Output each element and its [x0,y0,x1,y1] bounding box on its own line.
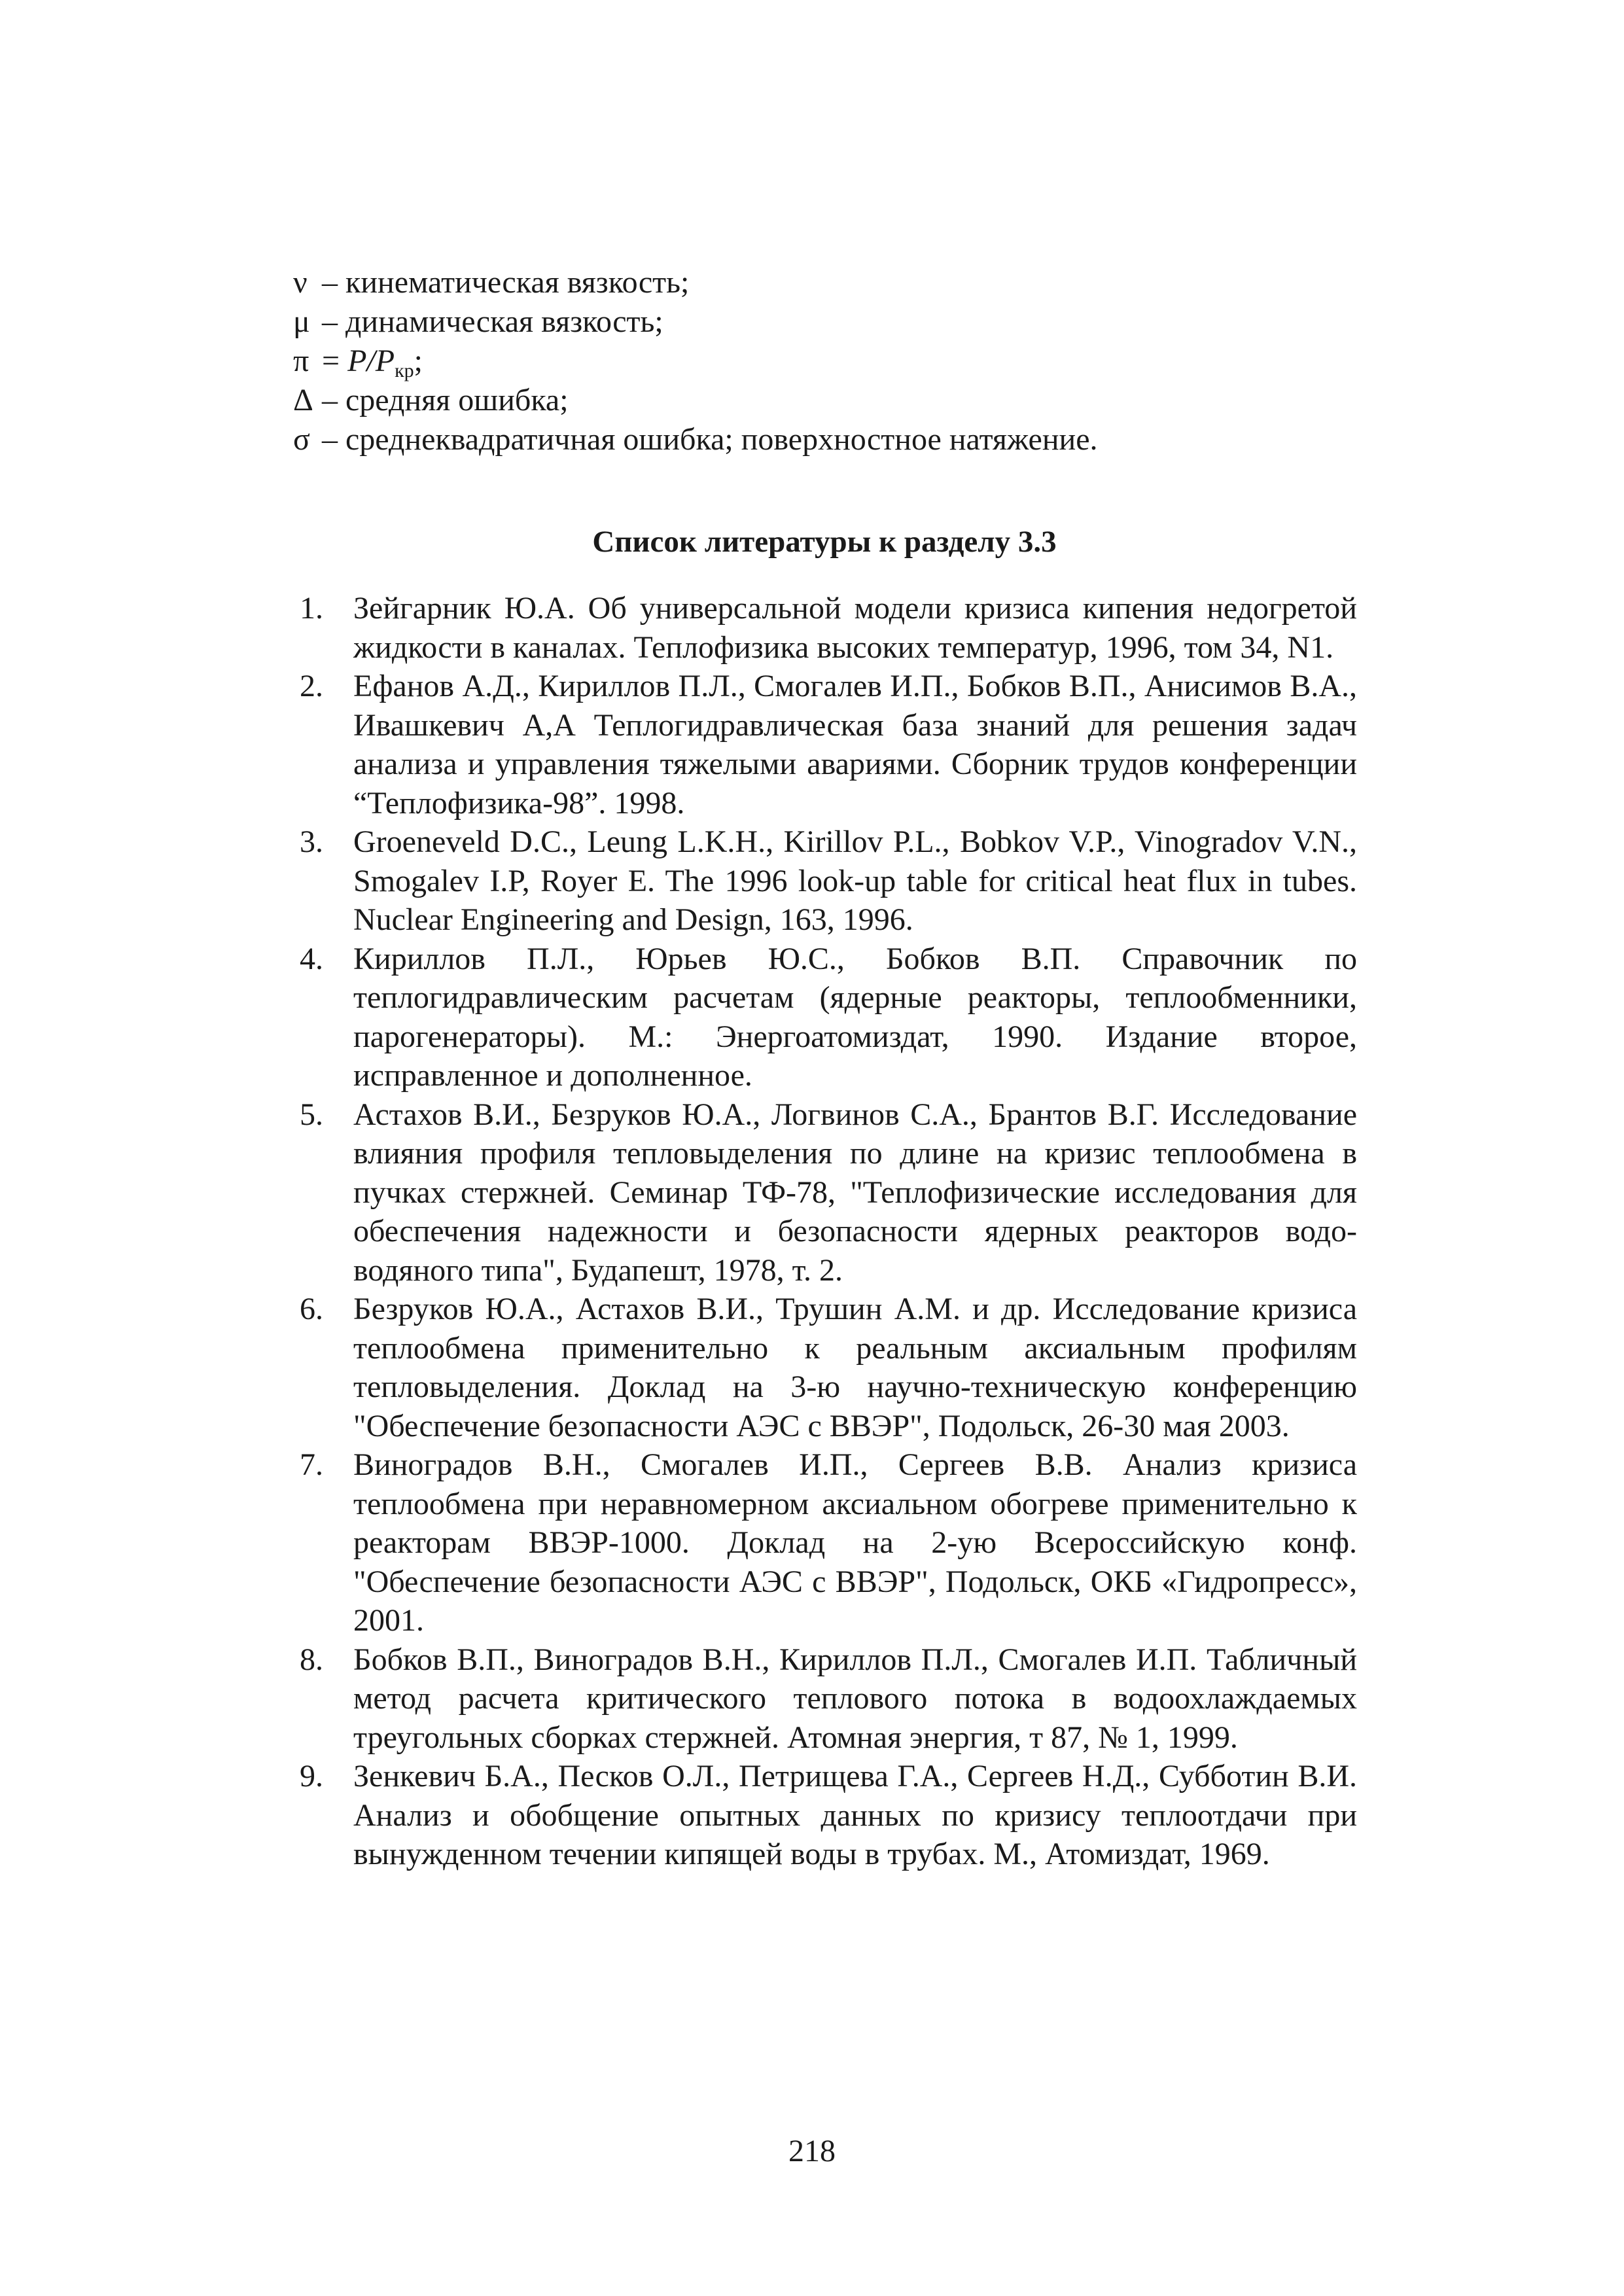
reference-number: 4. [300,941,323,976]
reference-text: Groeneveld D.C., Leung L.K.H., Kirillov P.L., Bobkov V.P., Vinogradov V.N., Smogalev I.P, Royer E. The 1996 look-up table for critical heat flux in tubes. Nuclear Engineering and Design, 163, 1996. [353,824,1357,937]
symbol-description: – динамическая вязкость; [322,304,663,339]
reference-number: 7. [300,1447,323,1482]
reference-number: 3. [300,824,323,859]
reference-item [293,940,1357,1095]
reference-text: Ефанов А.Д., Кириллов П.Л., Смогалев И.П., Бобков В.П., Анисимов В.А., Ивашкевич А,А Теплогидравлическая база знаний для решения задач анализа и управления тяжелыми авариями. Сборник трудов конференции “Теплофизика-98”. 1998. [353,669,1357,821]
reference-item [293,1095,1357,1290]
formula-end: ; [414,344,423,378]
reference-text: Виноградов В.Н., Смогалев И.П., Сергеев В.В. Анализ кризиса теплообмена при неравномерном аксиальном обогреве применительно к реакторам ВВЭР-1000. Доклад на 2-ую Всероссийскую конф. "Обеспечение безопасности АЭС с ВВЭР", Подольск, ОКБ «Гидропресс», 2001. [353,1447,1357,1638]
reference-text: Зейгарник Ю.А. Об универсальной модели кризиса кипения недогретой жидкости в каналах. Теплофизика высоких температур, 1996, том 34, N1. [353,591,1357,665]
formula-main: P/P [347,344,395,378]
symbol-definitions [293,263,1373,459]
reference-number: 8. [300,1642,323,1677]
symbol-equals: = [322,344,340,378]
symbol-glyph: ν [293,265,308,300]
reference-number: 1. [300,591,323,626]
symbol-line-mu [293,302,1373,342]
reference-number: 9. [300,1759,323,1793]
reference-item [293,1757,1357,1874]
reference-text: Безруков Ю.А., Астахов В.И., Трушин А.М. и др. Исследование кризиса теплообмена применительно к реальным аксиальным профилям тепловыделения. Доклад на 3-ю научно-техническую конференцию "Обеспечение безопасности АЭС с ВВЭР", Подольск, 26-30 мая 2003. [353,1292,1357,1443]
reference-text: Астахов В.И., Безруков Ю.А., Логвинов С.А., Брантов В.Г. Исследование влияния профиля тепловыделения по длине на кризис теплообмена в пучках стержней. Семинар ТФ-78, "Теплофизические исследования для обеспечения надежности и безопасности ядерных реакторов водо-водяного типа", Будапешт, 1978, т. 2. [353,1097,1357,1288]
reference-number: 5. [300,1097,323,1132]
symbol-glyph: σ [293,422,310,457]
symbol-line-sigma [293,420,1373,459]
reference-number: 2. [300,669,323,703]
symbol-line-nu [293,263,1373,302]
formula-subscript: кр [395,360,414,381]
page-number: 218 [788,2134,836,2168]
symbol-line-delta [293,381,1373,420]
symbol-description: – средняя ошибка; [322,383,569,417]
reference-text: Бобков В.П., Виноградов В.Н., Кириллов П.Л., Смогалев И.П. Табличный метод расчета критического теплового потока в водоохлаждаемых треугольных сборках стержней. Атомная энергия, т 87, № 1, 1999. [353,1642,1357,1755]
reference-item [293,1445,1357,1640]
reference-text: Кириллов П.Л., Юрьев Ю.С., Бобков В.П. Справочник по теплогидравлическим расчетам (ядерные реакторы, теплообменники, парогенераторы). М.: Энергоатомиздат, 1990. Издание второе, исправленное и дополненное. [353,941,1357,1093]
reference-number: 6. [300,1292,323,1326]
reference-item [293,822,1357,940]
symbol-description: – кинематическая вязкость; [322,265,690,300]
reference-item [293,667,1357,822]
symbol-glyph: π [293,344,309,378]
symbol-glyph: Δ [293,383,313,417]
symbol-description: – среднеквадратичная ошибка; поверхностное натяжение. [322,422,1098,457]
reference-item [293,1640,1357,1757]
symbol-glyph: μ [293,304,310,339]
reference-text: Зенкевич Б.А., Песков О.Л., Петрищева Г.А., Сергеев Н.Д., Субботин В.И. Анализ и обобщение опытных данных по кризису теплоотдачи при вынужденном течении кипящей воды в трубах. М., Атомиздат, 1969. [353,1759,1357,1871]
symbol-line-pi [293,342,1373,381]
reference-item [293,1290,1357,1445]
references-heading: Список литературы к разделу 3.3 [592,525,1057,559]
reference-list [293,589,1357,1874]
reference-item [293,589,1357,667]
